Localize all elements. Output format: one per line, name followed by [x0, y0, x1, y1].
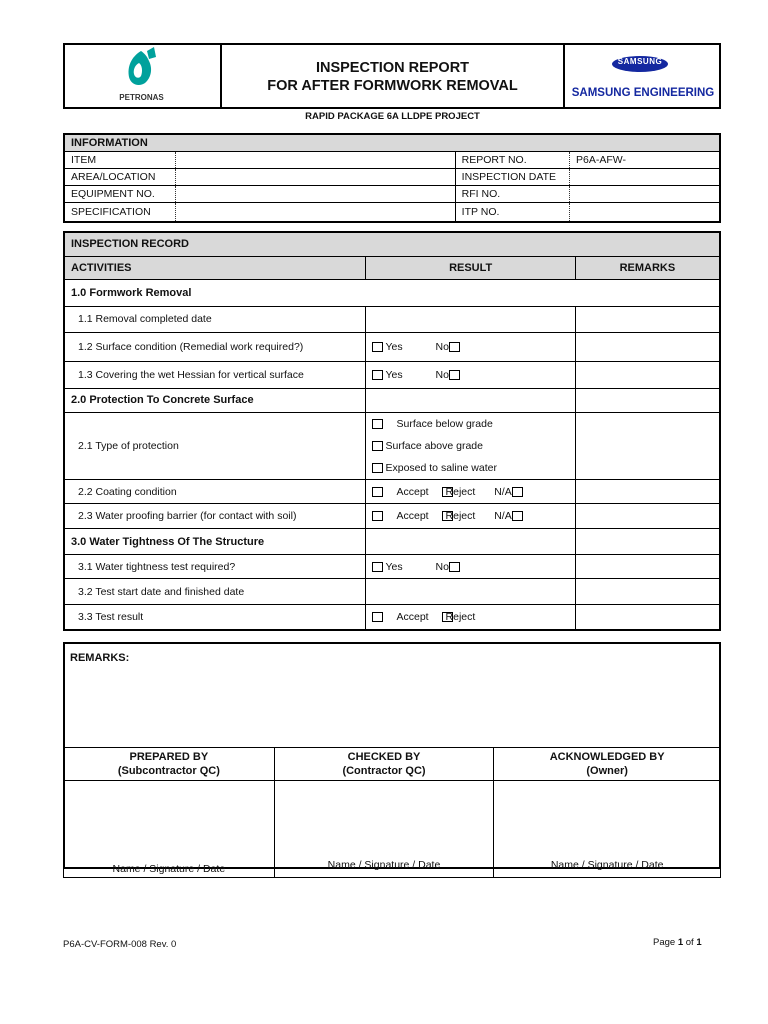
result-cell	[366, 332, 575, 361]
option-label: Surface below grade	[396, 417, 493, 430]
info-row	[64, 203, 720, 223]
na-checkbox[interactable]	[512, 511, 523, 521]
remarks-cell[interactable]	[575, 555, 720, 579]
no-checkbox[interactable]	[449, 562, 460, 572]
result-cell	[366, 605, 575, 630]
activity-label: 2.1 Type of protection	[64, 412, 366, 480]
title-area	[220, 43, 565, 109]
option-label: No	[435, 340, 449, 353]
result-cell	[366, 529, 575, 555]
result-cell	[366, 504, 575, 529]
sign-subtitle: (Owner)	[586, 765, 628, 777]
signature-caption: Name / Signature / Date	[112, 863, 226, 875]
sign-title: CHECKED BY	[347, 751, 421, 763]
result-cell[interactable]	[366, 306, 575, 332]
option-label: Reject	[445, 510, 476, 523]
result-cell[interactable]	[366, 579, 575, 605]
remarks-cell[interactable]	[575, 605, 720, 630]
option-label: Reject	[445, 611, 476, 624]
form-code: P6A-CV-FORM-008 Rev. 0	[63, 939, 177, 950]
info-label: EQUIPMENT NO.	[64, 186, 175, 203]
remarks-cell	[575, 388, 720, 412]
page-number	[653, 937, 702, 948]
samsung-badge-text: SAMSUNG	[617, 57, 663, 66]
option-label: Accept	[396, 485, 429, 498]
report-no-field[interactable]: P6A-AFW-	[570, 152, 720, 169]
page-total: 1	[696, 937, 702, 948]
petronas-logo	[63, 43, 220, 109]
remarks-label: REMARKS:	[70, 652, 130, 664]
result-cell	[366, 555, 575, 579]
samsung-engineering-wordmark: SAMSUNG ENGINEERING	[571, 87, 715, 99]
no-checkbox[interactable]	[449, 370, 460, 380]
sign-subtitle: (Subcontractor QC)	[117, 765, 220, 777]
option-label: N/A	[494, 510, 512, 523]
na-checkbox[interactable]	[512, 487, 523, 497]
option-label: Yes	[385, 368, 403, 381]
info-row	[64, 186, 720, 203]
petronas-wordmark: PETRONAS	[119, 93, 164, 102]
page-of: of	[685, 937, 694, 948]
yes-checkbox[interactable]	[372, 342, 383, 352]
acknowledged-by-header	[494, 748, 721, 781]
info-label: RFI NO.	[455, 186, 569, 203]
section-formwork-removal: 1.0 Formwork Removal	[64, 279, 720, 306]
option-label: Reject	[445, 485, 476, 498]
result-cell	[366, 361, 575, 388]
itp-no-field[interactable]	[570, 203, 720, 223]
acknowledged-by-signature-box[interactable]	[494, 781, 721, 878]
sign-subtitle: (Contractor QC)	[342, 765, 426, 777]
inspection-record-table	[63, 231, 721, 631]
info-label: AREA/LOCATION	[64, 169, 175, 186]
activity-label: 1.2 Surface condition (Remedial work required?)	[64, 332, 366, 361]
result-cell	[366, 388, 575, 412]
page-word: Page	[653, 937, 676, 948]
remarks-cell[interactable]	[575, 504, 720, 529]
remarks-header: REMARKS	[575, 256, 720, 279]
sign-title: ACKNOWLEDGED BY	[549, 751, 665, 763]
remarks-cell[interactable]	[575, 332, 720, 361]
title-line-1: INSPECTION REPORT	[315, 60, 470, 76]
inspection-record-heading: INSPECTION RECORD	[64, 232, 720, 256]
page-current: 1	[677, 937, 684, 948]
item-field[interactable]	[175, 152, 455, 169]
yes-checkbox[interactable]	[372, 370, 383, 380]
activity-label: 3.3 Test result	[64, 605, 366, 630]
section-water-tightness: 3.0 Water Tightness Of The Structure	[64, 529, 366, 555]
signature-caption: Name / Signature / Date	[327, 859, 441, 871]
option-label: Exposed to saline water	[385, 462, 497, 475]
option-label: No	[435, 560, 449, 573]
info-label: REPORT NO.	[455, 152, 569, 169]
accept-checkbox[interactable]	[372, 612, 383, 622]
saline-water-checkbox[interactable]	[372, 463, 383, 473]
info-label: ITP NO.	[455, 203, 569, 223]
signature-caption: Name / Signature / Date	[550, 859, 664, 871]
remarks-cell[interactable]	[575, 412, 720, 480]
section-protection: 2.0 Protection To Concrete Surface	[64, 388, 366, 412]
result-cell	[366, 412, 575, 480]
activity-label: 1.1 Removal completed date	[64, 306, 366, 332]
result-cell	[366, 480, 575, 504]
option-label: Accept	[396, 611, 429, 624]
area-location-field[interactable]	[175, 169, 455, 186]
option-label: Yes	[385, 340, 403, 353]
activity-label: 3.2 Test start date and finished date	[64, 579, 366, 605]
rfi-no-field[interactable]	[570, 186, 720, 203]
surface-below-grade-checkbox[interactable]	[372, 419, 383, 429]
activity-label: 2.3 Water proofing barrier (for contact with soil)	[64, 504, 366, 529]
checked-by-signature-box[interactable]	[274, 781, 494, 878]
inspection-date-field[interactable]	[570, 169, 720, 186]
prepared-by-signature-box[interactable]	[64, 781, 275, 878]
activities-header: ACTIVITIES	[64, 256, 366, 279]
option-label: N/A	[494, 485, 512, 498]
signature-table	[63, 747, 721, 878]
remarks-cell[interactable]	[575, 480, 720, 504]
accept-checkbox[interactable]	[372, 487, 383, 497]
result-header: RESULT	[366, 256, 575, 279]
option-label: Yes	[385, 560, 403, 573]
accept-checkbox[interactable]	[372, 511, 383, 521]
option-label: Surface above grade	[385, 439, 483, 452]
surface-above-grade-checkbox[interactable]	[372, 441, 383, 451]
activity-label: 3.1 Water tightness test required?	[64, 555, 366, 579]
remarks-cell[interactable]	[575, 361, 720, 388]
sign-title: PREPARED BY	[129, 751, 209, 763]
option-label: Accept	[396, 510, 429, 523]
information-table	[63, 133, 721, 223]
information-heading: INFORMATION	[64, 134, 720, 152]
samsung-engineering-logo	[565, 43, 721, 109]
activity-label: 1.3 Covering the wet Hessian for vertical surface	[64, 361, 366, 388]
remarks-cell	[575, 529, 720, 555]
equipment-no-field[interactable]	[175, 186, 455, 203]
info-label: INSPECTION DATE	[455, 169, 569, 186]
info-label: ITEM	[64, 152, 175, 169]
info-row	[64, 169, 720, 186]
remarks-cell[interactable]	[575, 306, 720, 332]
yes-checkbox[interactable]	[372, 562, 383, 572]
activity-label: 2.2 Coating condition	[64, 480, 366, 504]
project-name: RAPID PACKAGE 6A LLDPE PROJECT	[305, 111, 480, 122]
specification-field[interactable]	[175, 203, 455, 223]
checked-by-header	[274, 748, 494, 781]
info-label: SPECIFICATION	[64, 203, 175, 223]
remarks-cell[interactable]	[575, 579, 720, 605]
prepared-by-header	[64, 748, 275, 781]
title-line-2: FOR AFTER FORMWORK REMOVAL	[267, 78, 518, 94]
no-checkbox[interactable]	[449, 342, 460, 352]
info-row	[64, 152, 720, 169]
option-label: No	[435, 368, 449, 381]
